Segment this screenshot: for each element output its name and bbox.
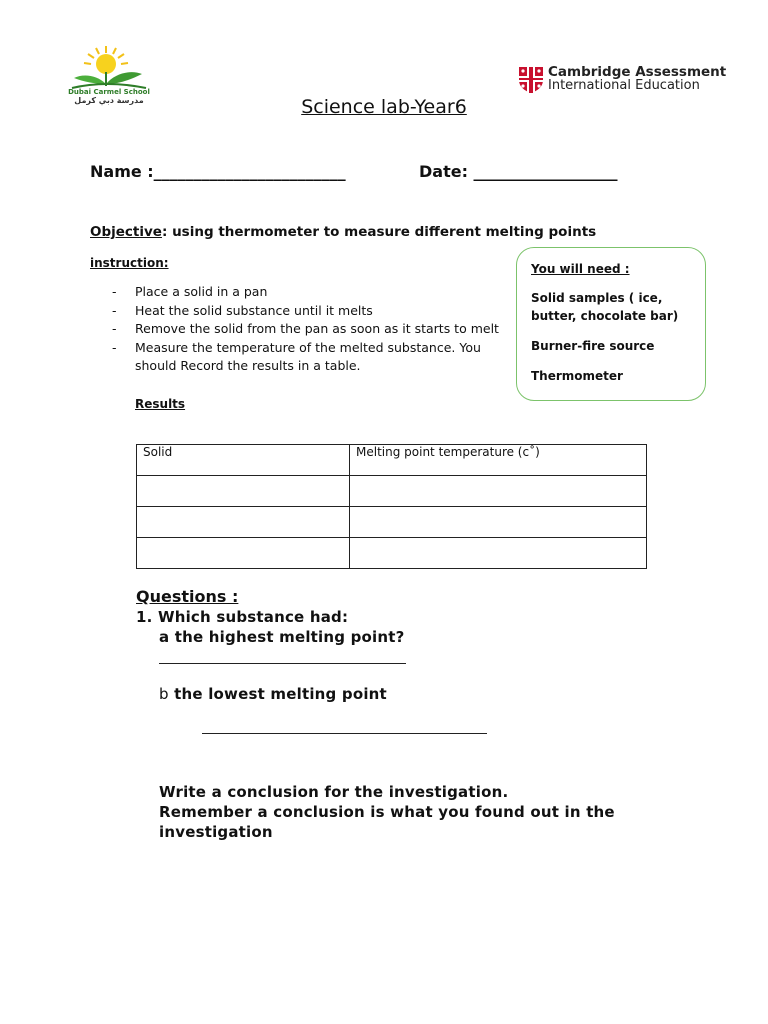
- instruction-heading: instruction:: [90, 256, 169, 270]
- results-heading: Results: [135, 397, 186, 411]
- objective-text: : using thermometer to measure different melting points: [161, 224, 597, 240]
- list-item: [112, 320, 502, 339]
- bullet: -: [112, 284, 117, 299]
- results-table: [136, 444, 647, 569]
- step-text: Place a solid in a pan: [135, 284, 268, 299]
- list-item: [112, 302, 502, 321]
- conclusion-line-1: Write a conclusion for the investigation.: [159, 783, 509, 801]
- table-cell[interactable]: [137, 538, 350, 569]
- conclusion-line-2: Remember a conclusion is what you found out in the: [159, 803, 615, 821]
- table-header-row: [137, 445, 647, 476]
- conclusion-line-3: investigation: [159, 823, 273, 841]
- cambridge-line1: Cambridge Assessment: [548, 64, 727, 80]
- school-name-en: Dubai Carmel School: [68, 88, 150, 96]
- cambridge-line2: International Education: [548, 78, 700, 93]
- question-1b-prefix: b: [159, 685, 169, 703]
- header-solid: Solid: [137, 445, 350, 476]
- need-item: Solid samples ( ice, butter, chocolate bar): [531, 291, 679, 323]
- objective-label: Objective: [90, 224, 162, 240]
- questions-heading: Questions :: [136, 587, 239, 606]
- bullet: -: [112, 302, 117, 318]
- objective: [90, 224, 596, 240]
- step-text: Measure the temperature of the melted substance. You should Record the results in a table.: [135, 339, 481, 373]
- step-text: Remove the solid from the pan as soon as it starts to melt: [135, 321, 499, 336]
- you-will-need-box: [516, 247, 706, 401]
- question-1: 1. Which substance had:: [136, 608, 349, 626]
- header-melting-point: Melting point temperature (c˚): [350, 445, 647, 476]
- name-field[interactable]: Name :________________________: [90, 162, 346, 181]
- list-item: [112, 339, 502, 376]
- step-text: Heat the solid substance until it melts: [135, 302, 373, 318]
- instruction-list: [112, 283, 502, 376]
- question-1b: [159, 685, 387, 703]
- question-1b-text: the lowest melting point: [168, 685, 387, 703]
- list-item: [112, 283, 502, 302]
- page-title: Science lab-Year6: [301, 96, 467, 118]
- table-cell[interactable]: [350, 538, 647, 569]
- bullet: -: [112, 339, 117, 355]
- bullet: -: [112, 321, 117, 336]
- table-row: [137, 538, 647, 569]
- table-row: [137, 507, 647, 538]
- answer-line-1b[interactable]: [202, 733, 487, 734]
- need-item: Burner-fire source: [531, 339, 655, 353]
- table-row: [137, 476, 647, 507]
- you-will-need-heading: You will need :: [531, 262, 630, 276]
- date-field[interactable]: Date: __________________: [419, 162, 618, 181]
- table-cell[interactable]: [137, 507, 350, 538]
- cambridge-shield-icon: [518, 66, 544, 94]
- need-item: Thermometer: [531, 369, 623, 383]
- school-name-ar: مدرسة دبي كرمل: [74, 96, 144, 105]
- cambridge-logo: [518, 66, 728, 96]
- question-1a: a the highest melting point?: [159, 628, 405, 646]
- table-cell[interactable]: [350, 507, 647, 538]
- table-cell[interactable]: [137, 476, 350, 507]
- answer-line-1a[interactable]: [159, 663, 406, 664]
- table-cell[interactable]: [350, 476, 647, 507]
